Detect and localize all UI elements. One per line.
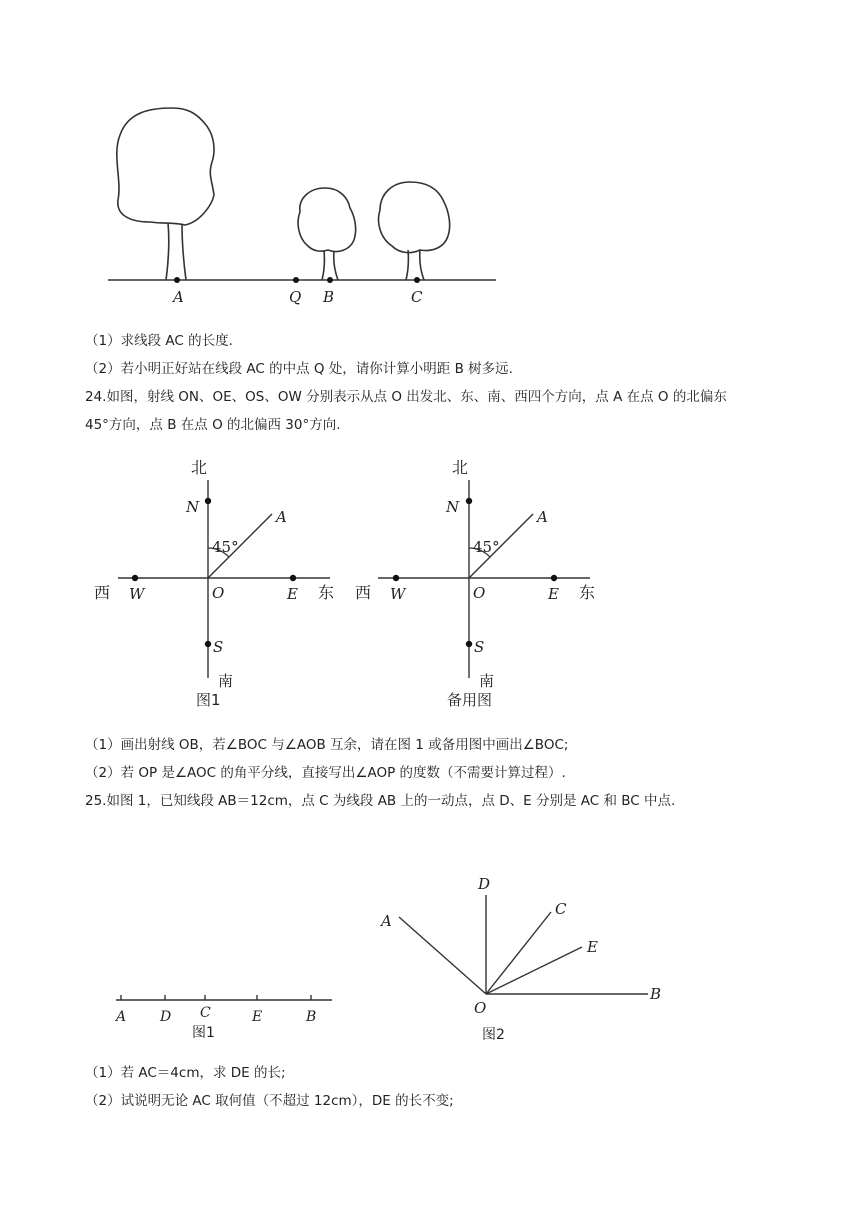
fig1-caption: 图1 bbox=[196, 691, 221, 709]
label-b: B bbox=[323, 288, 335, 306]
q25-fig1-label-e: E bbox=[252, 1009, 263, 1025]
q25-figure1 bbox=[114, 995, 332, 1041]
q25-stem: 25.如图 1，已知线段 AB＝12cm，点 C 为线段 AB 上的一动点，点 D、E 分别是 AC 和 BC 中点. bbox=[85, 793, 676, 809]
q25-fig2-label-d: D bbox=[478, 875, 491, 893]
q25-fig1-label-d: D bbox=[160, 1009, 172, 1025]
q25-fig2-label-a: A bbox=[381, 912, 392, 930]
fig1-angle: 45° bbox=[212, 538, 239, 556]
spare-west: 西 bbox=[355, 583, 372, 602]
spare-point-o: O bbox=[473, 584, 486, 602]
fig1-point-w: W bbox=[129, 585, 145, 603]
spare-point-n: N bbox=[446, 498, 460, 516]
spare-point-w: W bbox=[390, 585, 406, 603]
fig1-north: 北 bbox=[191, 458, 208, 477]
fig1-west: 西 bbox=[94, 583, 111, 602]
fig1-point-e: E bbox=[287, 585, 298, 603]
spare-point-s: S bbox=[474, 638, 485, 656]
q25-part1: （1）若 AC＝4cm，求 DE 的长; bbox=[85, 1065, 286, 1081]
label-c: C bbox=[411, 288, 423, 306]
spare-point-e: E bbox=[548, 585, 559, 603]
q25-fig1-label-a: A bbox=[116, 1009, 127, 1025]
q25-fig1-label-b: B bbox=[306, 1009, 317, 1025]
q23-part1: （1）求线段 AC 的长度. bbox=[85, 333, 233, 349]
q25-fig2-label-o: O bbox=[474, 999, 487, 1017]
spare-point-a: A bbox=[537, 508, 548, 526]
q25-fig1-label-c: C bbox=[200, 1005, 211, 1021]
fig1-point-o: O bbox=[212, 584, 225, 602]
spare-east: 东 bbox=[579, 583, 596, 602]
q25-figure2 bbox=[379, 875, 661, 1043]
spare-north: 北 bbox=[452, 458, 469, 477]
label-a: A bbox=[173, 288, 184, 306]
fig1-point-a: A bbox=[276, 508, 287, 526]
q25-fig1-caption: 图1 bbox=[192, 1025, 215, 1041]
q25-fig2-label-e: E bbox=[587, 938, 598, 956]
spare-caption: 备用图 bbox=[447, 691, 493, 709]
q25-part2: （2）试说明无论 AC 取何值（不超过 12cm），DE 的长不变; bbox=[85, 1093, 454, 1109]
fig1-south: 南 bbox=[218, 672, 234, 690]
q24-part2: （2）若 OP 是∠AOC 的角平分线，直接写出∠AOP 的度数（不需要计算过程）. bbox=[85, 765, 566, 781]
q23-part2: （2）若小明正好站在线段 AC 的中点 Q 处，请你计算小明距 B 树多远. bbox=[85, 361, 513, 377]
q24-stem-line1: 24.如图，射线 ON、OE、OS、OW 分别表示从点 O 出发北、东、南、西四个方向，点 A 在点 O 的北偏东 bbox=[85, 389, 727, 405]
spare-angle: 45° bbox=[473, 538, 500, 556]
q25-fig2-label-c: C bbox=[555, 900, 567, 918]
q25-fig2-label-b: B bbox=[650, 985, 662, 1003]
q24-part1: （1）画出射线 OB，若∠BOC 与∠AOB 互余，请在图 1 或备用图中画出∠BOC; bbox=[85, 737, 569, 753]
q24-stem-line2: 45°方向，点 B 在点 O 的北偏西 30°方向. bbox=[85, 417, 341, 433]
fig1-point-n: N bbox=[186, 498, 200, 516]
fig1-point-s: S bbox=[213, 638, 224, 656]
q25-fig2-caption: 图2 bbox=[482, 1027, 505, 1043]
fig1-east: 东 bbox=[318, 583, 335, 602]
spare-south: 南 bbox=[479, 672, 495, 690]
label-q: Q bbox=[289, 288, 302, 306]
